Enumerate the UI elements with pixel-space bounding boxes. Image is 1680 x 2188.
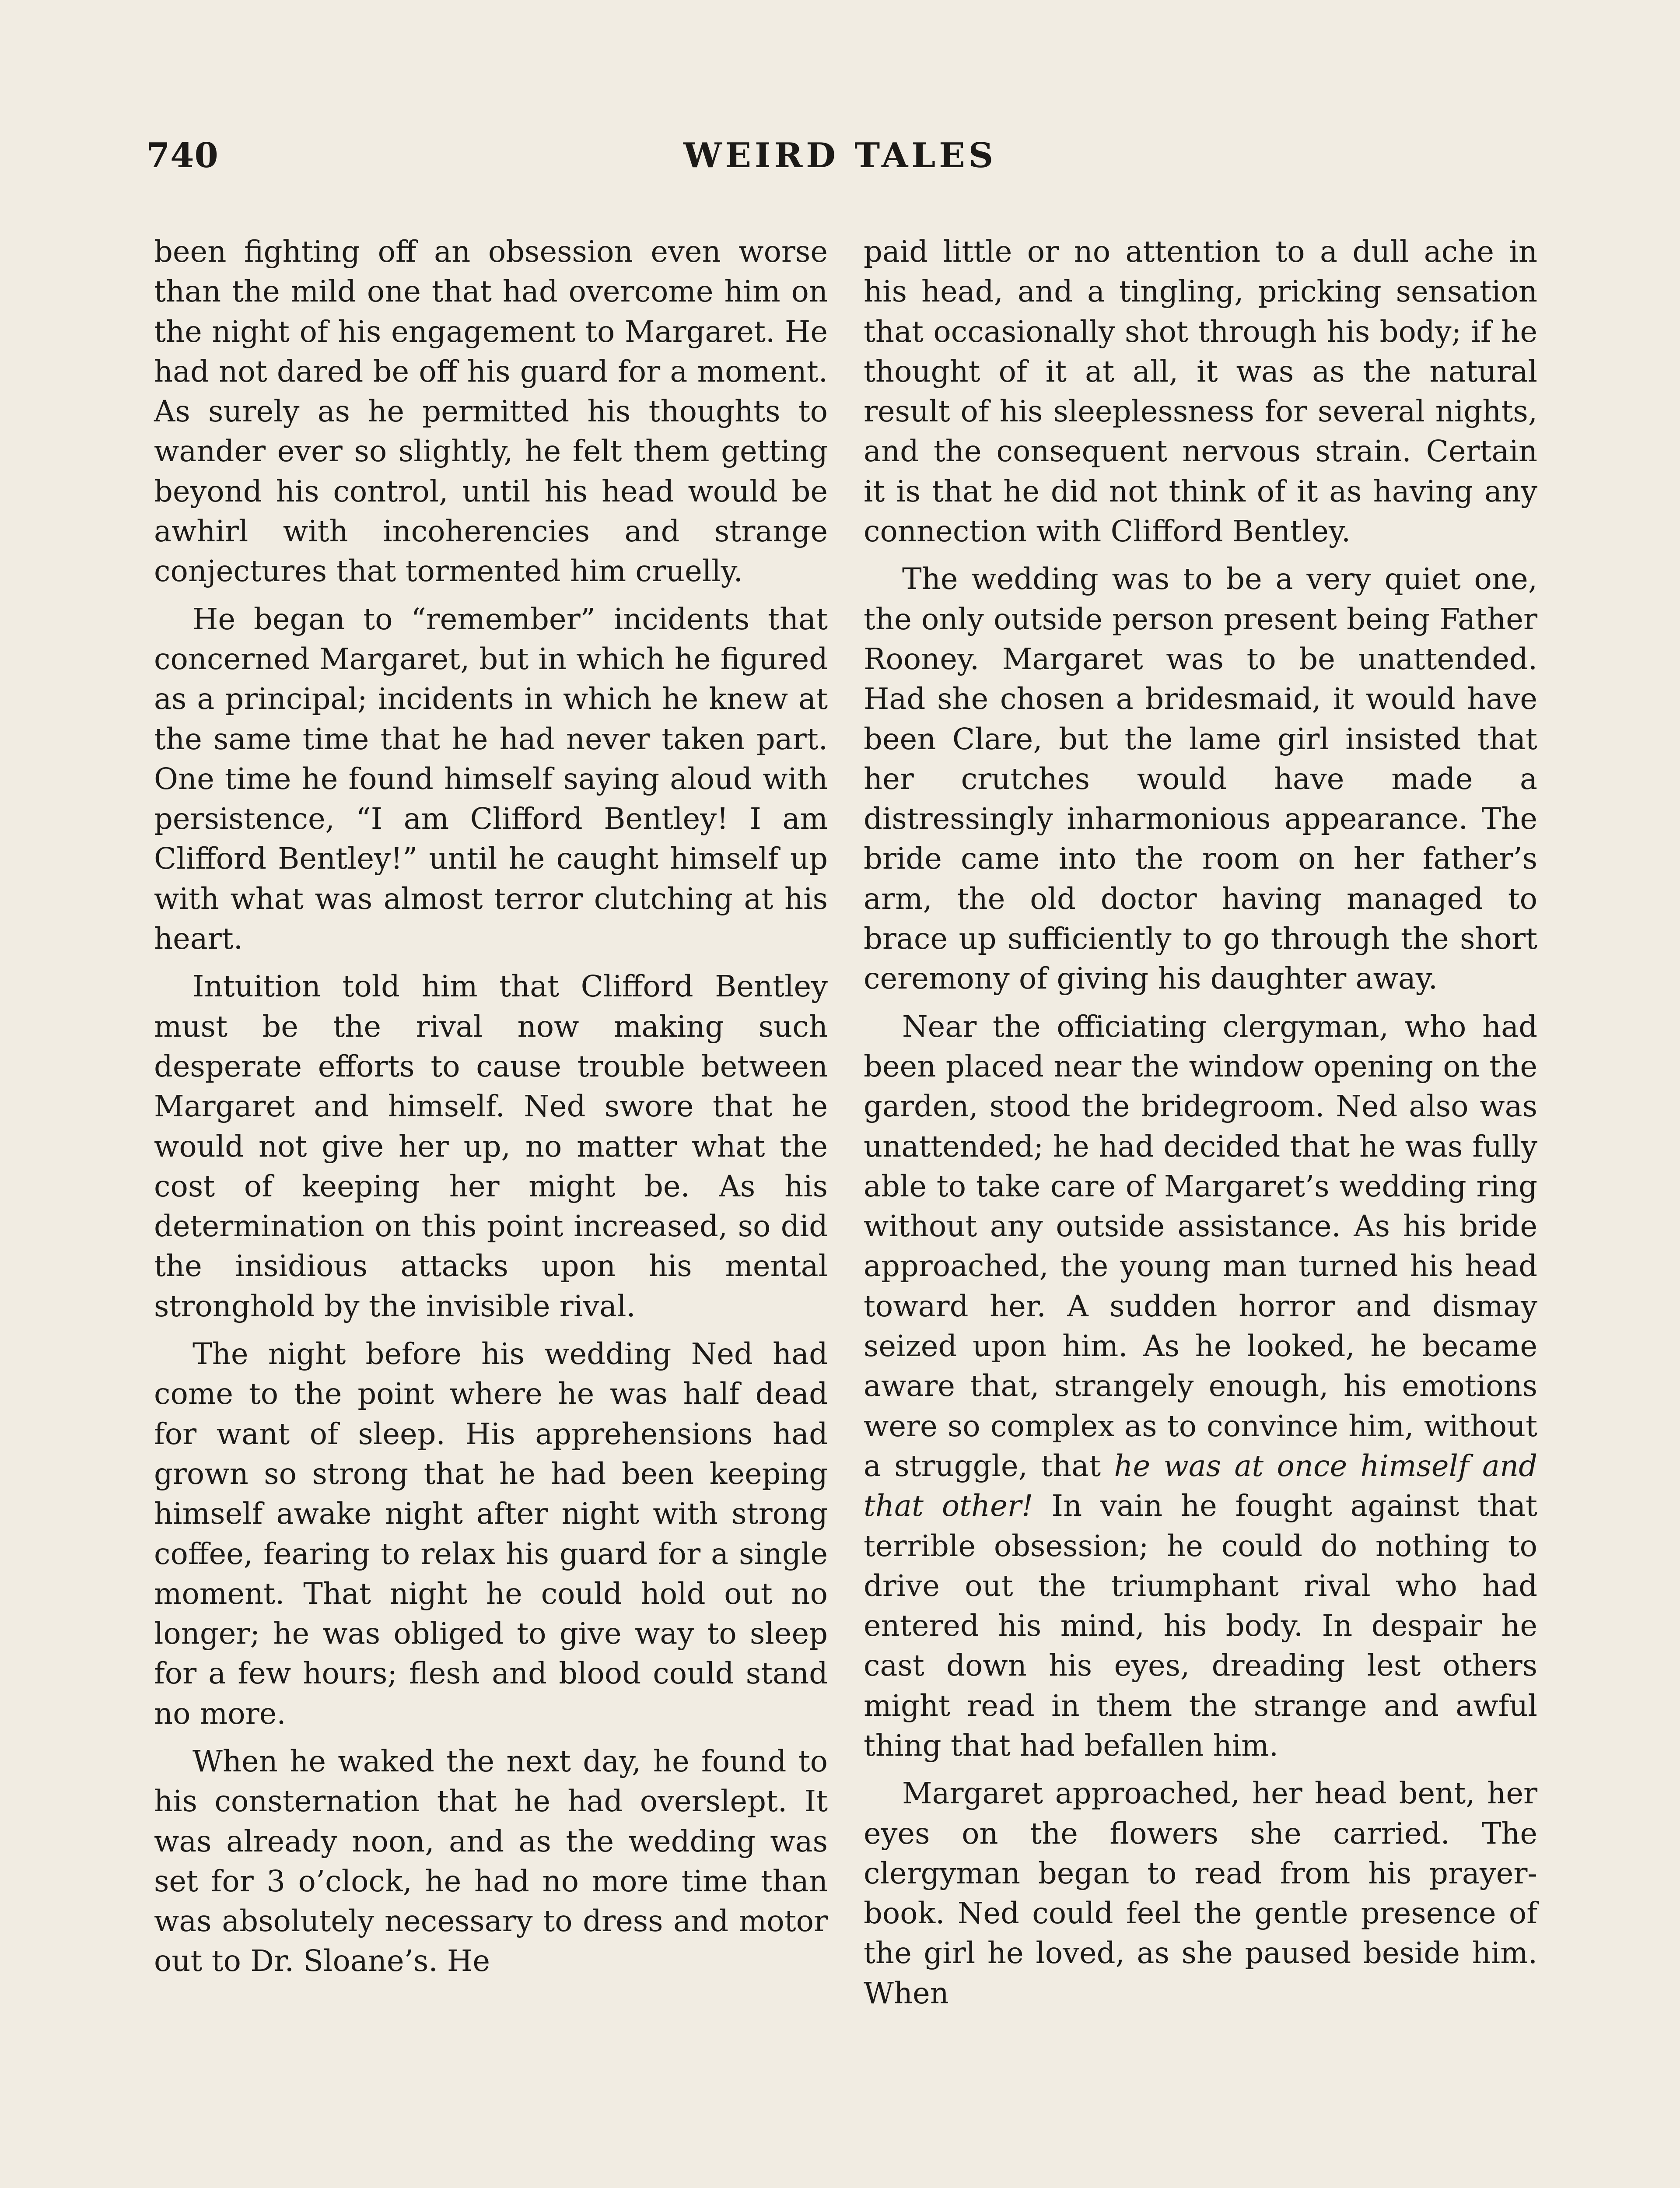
paragraph	[864, 1007, 1537, 1766]
paragraph-text: Near the officiating clergyman, who had been placed near the window opening on the garden, stood the bridegroom. Ned also was unattended; he had decided that he was fully able to take care of Margaret’s wedding ring without any outside assistance. As his bride approached, the young man turned his head toward her. A sudden horror and dismay seized upon him. As he looked, he became aware that, strangely enough, his emotions were so complex as to convince him, without a struggle, that	[864, 1009, 1537, 1483]
paragraph: The night before his wedding Ned had come to the point where he was half dead for want of sleep. His apprehensions had grown so strong that he had been keeping himself awake night after night with strong coffee, fearing to relax his guard for a single moment. That night he could hold out no longer; he was obliged to give way to sleep for a few hours; flesh and blood could stand no more.	[154, 1337, 828, 1731]
page-header	[0, 136, 1680, 184]
running-head: WEIRD TALES	[683, 136, 997, 175]
italic-phrase: he was at once himself and that other!	[864, 1448, 1538, 1523]
paragraph: paid little or no attention to a dull ache in his head, and a tingling, pricking sensation that occasionally shot through his body; if he thought of it at all, it was as the natural result of his sleeplessness for several nights, and the consequent nervous strain. Certain it is that he did not think of it as having any connection with Clifford Bentley.	[864, 235, 1537, 549]
paragraph-text: In vain he fought against that terrible obsession; he could do nothing to drive out the triumphant rival who had entered his mind, his body. In despair he cast down his eyes, dreading lest others might read in them the strange and awful thing that had befallen him.	[864, 1489, 1537, 1763]
paragraph: When he waked the next day, he found to his consternation that he had overslept. It was already noon, and as the wedding was set for 3 o’clock, he had no more time than was absolutely necessary to dress and motor out to Dr. Sloane’s. He	[154, 1744, 828, 1978]
paragraph: He began to “remember” incidents that concerned Margaret, but in which he figured as a principal; incidents in which he knew at the same time that he had never taken part. One time he found himself saying aloud with persistence, “I am Clifford Bentley! I am Clifford Bentley!” until he caught himself up with what was almost terror clutching at his heart.	[154, 602, 828, 956]
right-column	[864, 232, 1537, 2021]
paragraph: The wedding was to be a very quiet one, the only outside person present being Father Rooney. Margaret was to be unattended. Had she chosen a bridesmaid, it would have been Clare, but the lame girl insisted that her crutches would have made a distressingly inharmonious appearance. The bride came into the room on her father’s arm, the old doctor having managed to brace up sufficiently to go through the short ceremony of giving his daughter away.	[864, 562, 1537, 996]
page-number: 740	[146, 136, 219, 175]
paragraph: been fighting off an obsession even worse than the mild one that had overcome him on the night of his engagement to Margaret. He had not dared be off his guard for a moment. As surely as he permitted his thoughts to wander ever so slightly, he felt them getting beyond his control, until his head would be awhirl with incoherencies and strange conjectures that tormented him cruelly.	[154, 235, 828, 589]
paragraph: Intuition told him that Clifford Bentley must be the rival now making such desperate efforts to cause trouble between Margaret and himself. Ned swore that he would not give her up, no matter what the cost of keeping her might be. As his determination on this point increased, so did the insidious attacks upon his mental stronghold by the invisible rival.	[154, 969, 828, 1323]
paragraph: Margaret approached, her head bent, her eyes on the flowers she carried. The clergyman began to read from his prayer-book. Ned could feel the gentle presence of the girl he loved, as she paused beside him. When	[864, 1776, 1537, 2010]
left-column	[154, 232, 828, 1989]
